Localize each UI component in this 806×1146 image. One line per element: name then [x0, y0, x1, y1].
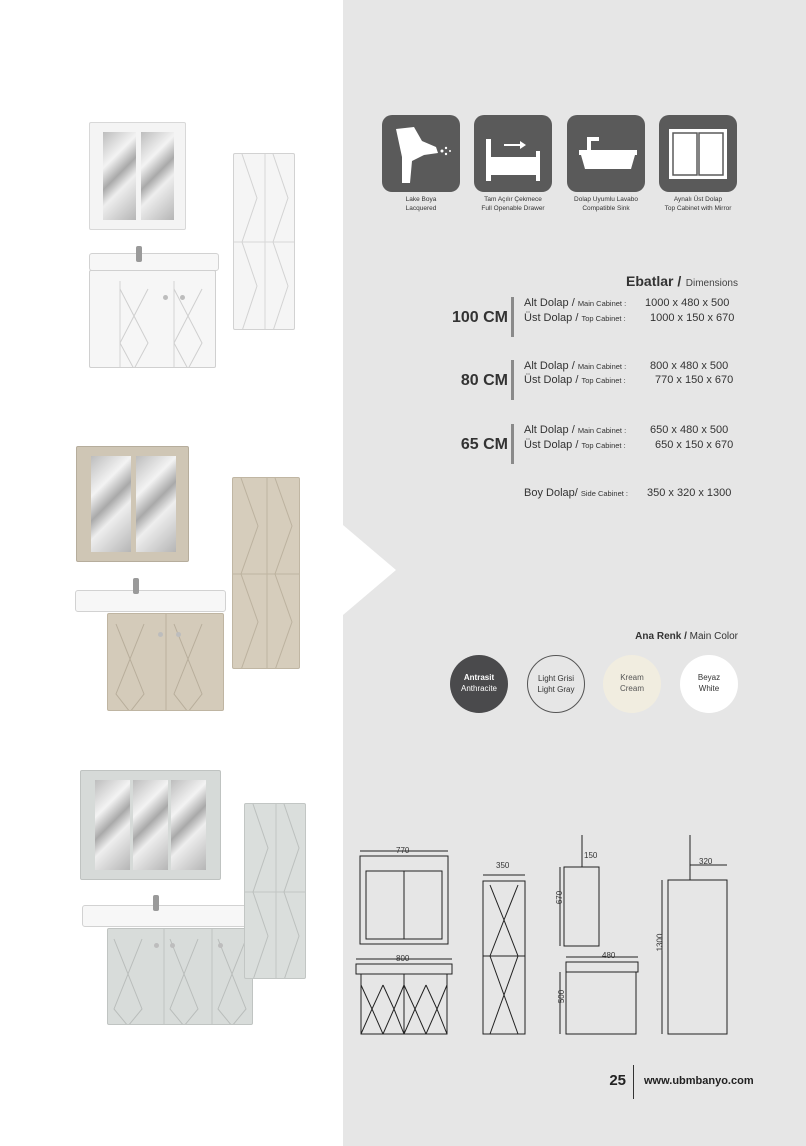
color-swatch-light-gray[interactable]: Light Grisi Light Gray	[527, 655, 585, 713]
color-heading: Ana Renk / Main Color	[635, 631, 738, 642]
dim-top-width: 770	[396, 846, 410, 855]
arrow-notch	[343, 525, 396, 615]
color-swatch-cream[interactable]: Kream Cream	[603, 655, 661, 713]
faucet	[133, 578, 139, 594]
dim-main-depth: 480	[602, 951, 616, 960]
dim-side-depth: 320	[699, 857, 713, 866]
color-swatch-anthracite[interactable]: Antrasit Anthracite	[450, 655, 508, 713]
drawer-icon	[474, 115, 552, 192]
side-cabinet-cream	[232, 477, 300, 669]
size-label: 65 CM	[460, 436, 508, 453]
size-divider	[511, 297, 514, 337]
technical-drawing	[350, 835, 750, 1045]
sink-icon	[567, 115, 645, 192]
side-cabinet-row: Boy Dolap/ Side Cabinet : 350 x 320 x 1300	[524, 487, 732, 499]
top-cabinet-row: Üst Dolap / Top Cabinet : 1000 x 150 x 670	[524, 312, 735, 324]
dim-main-width: 800	[396, 954, 410, 963]
mirror-cabinet-white	[89, 122, 186, 230]
faucet	[153, 895, 159, 911]
feature-mirror-cabinet: Aynalı Üst Dolap Top Cabinet with Mirror	[659, 115, 737, 213]
side-cabinet-white	[233, 153, 295, 330]
mirror-cabinet-cream	[76, 446, 189, 562]
mirror-cabinet-gray	[80, 770, 221, 880]
feature-sink: Dolap Uyumlu Lavabo Compatible Sink	[567, 115, 645, 213]
size-label: 100 CM	[451, 309, 508, 326]
main-cabinet-row: Alt Dolap / Main Cabinet : 800 x 480 x 500	[524, 360, 729, 372]
side-cabinet-gray	[244, 803, 306, 979]
footer-divider	[633, 1065, 634, 1099]
top-cabinet-row: Üst Dolap / Top Cabinet : 650 x 150 x 670	[524, 439, 734, 451]
dim-top-height: 670	[555, 890, 565, 905]
main-cabinet-row: Alt Dolap / Main Cabinet : 1000 x 480 x 500	[524, 297, 730, 309]
spray-gun-icon	[382, 115, 460, 192]
sink-gray	[82, 905, 254, 927]
main-cabinet-cream	[107, 613, 224, 711]
faucet	[136, 246, 142, 262]
main-cabinet-row: Alt Dolap / Main Cabinet : 650 x 480 x 500	[524, 424, 729, 436]
size-label: 80 CM	[460, 372, 508, 389]
dim-top-depth: 150	[584, 851, 598, 860]
dim-side-width: 350	[496, 861, 510, 870]
feature-lacquered: Lake Boya Lacquered	[382, 115, 460, 213]
dimensions-heading: Ebatlar / Dimensions	[626, 273, 738, 289]
size-divider	[511, 424, 514, 464]
feature-drawer: Tam Açılır Çekmece Full Openable Drawer	[474, 115, 552, 213]
mirror-cabinet-icon	[659, 115, 737, 192]
website-link[interactable]: www.ubmbanyo.com	[644, 1075, 754, 1087]
color-swatch-white[interactable]: Beyaz White	[680, 655, 738, 713]
sink-white	[89, 253, 219, 271]
page-number: 25	[609, 1072, 626, 1089]
product-images-pane	[0, 0, 343, 1146]
sink-cream	[75, 590, 226, 612]
size-divider	[511, 360, 514, 400]
dim-main-height: 500	[557, 989, 567, 1004]
main-cabinet-gray	[107, 928, 253, 1025]
top-cabinet-row: Üst Dolap / Top Cabinet : 770 x 150 x 670	[524, 374, 734, 386]
dim-side-height: 1300	[655, 933, 665, 952]
main-cabinet-white	[89, 270, 216, 368]
